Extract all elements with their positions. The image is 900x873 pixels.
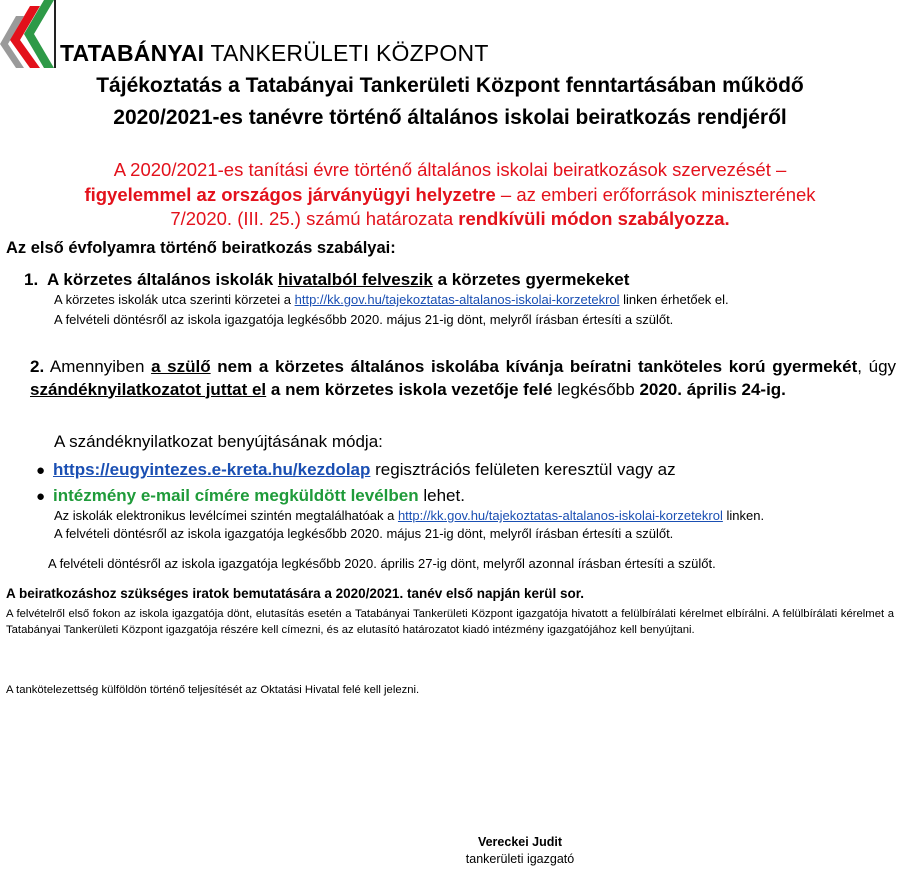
decision-deadline-note: A felvételi döntésről az iskola igazgatója legkésőbb 2020. április 27-ig dönt, melyről azonnal írásban értesíti a szülőt. — [48, 556, 716, 571]
notice-emphasis-2: rendkívüli módon szabályozza. — [458, 208, 730, 229]
bullet-kreta: ● https://eugyintezes.e-kreta.hu/kezdolap regisztrációs felületen keresztül vagy az — [36, 460, 676, 479]
bullet-email: ● intézmény e-mail címére megküldött levélben lehet. — [36, 486, 465, 505]
submission-heading: A szándéknyilatkozat benyújtásának módja: — [54, 432, 383, 451]
rule-item-2: 2. Amennyiben a szülő nem a körzetes általános iskolába kívánja beíratni tanköteles korú gyermekét, úgy szándéknyilatkozatot juttat el a nem körzetes iskola vezetője felé legkésőbb 2020. április 24-ig. — [30, 357, 897, 399]
email-addresses-link[interactable]: http://kk.gov.hu/tajekoztatas-altalanos-iskolai-korzetekrol — [397, 508, 723, 523]
title-line-1: Tájékoztatás a Tatabányai Tankerületi Központ fenntartásában működő — [96, 74, 804, 97]
abroad-note: A tankötelezettség külföldön történő teljesítését az Oktatási Hivatal felé kell jelezni. — [6, 684, 420, 696]
pandemic-notice: A 2020/2021-es tanítási évre történő általános iskolai beiratkozások szervezését – figyelemmel az országos járványügyi helyzetre – az emberi erőforrások miniszterének 7/2020. (III. 25.) számú határozata rendkívüli módon szabályozza. — [84, 159, 816, 229]
logo-chevron-icon — [0, 0, 60, 68]
notice-emphasis: figyelemmel az országos járványügyi helyzetre — [84, 183, 496, 205]
rules-heading: Az első évfolyamra történő beiratkozás szabályai: — [6, 239, 396, 257]
title-line-2: 2020/2021-es tanévre történő általános iskolai beiratkozás rendjéről — [113, 106, 787, 129]
page-title — [0, 70, 900, 134]
kreta-link[interactable]: https://eugyintezes.e-kreta.hu/kezdolap — [53, 460, 371, 479]
email-addresses-note: Az iskolák elektronikus levélcímei szintén megtalálhatóak a http://kk.gov.hu/tajekoztatas-altalanos-iskolai-korzetekrol linken. — [54, 508, 765, 523]
submission-decision-note: A felvételi döntésről az iskola igazgatója legkésőbb 2020. május 21-ig dönt, melyről írásban értesíti a szülőt. — [54, 526, 674, 541]
rule-item-1-districts: A körzetes iskolák utca szerinti körzetei a http://kk.gov.hu/tajekoztatas-altalanos-iskolai-korzetekrol linken érhetőek el. — [54, 292, 729, 307]
signatory-role: tankerületi igazgató — [465, 852, 575, 866]
organization-name: TATABÁNYAI TANKERÜLETI KÖZPONT — [60, 40, 489, 66]
rule-item-1: 1. A körzetes általános iskolák hivatalból felveszik a körzetes gyermekeket — [24, 270, 630, 289]
signatory-name: Vereckei Judit — [477, 835, 563, 849]
rule-item-1-decision: A felvételi döntésről az iskola igazgatója legkésőbb 2020. május 21-ig dönt, melyről írásban értesíti a szülőt. — [54, 312, 674, 327]
appeal-note: A felvételről első fokon az iskola igazgatója dönt, elutasítás esetén a Tatabányai Tankerületi Központ igazgatója hivatott a felülbírálati kérelmet elbírálni. A felülbírálati kérelmet a Tatabányai Tankerületi Központ igazgatója részére kell címezni, és az elutasító határozatot kiadó intézmény igazgatójához kell benyújtani. — [6, 608, 894, 636]
logo — [0, 0, 60, 68]
documents-note: A beiratkozáshoz szükséges iratok bemutatására a 2020/2021. tanév első napján kerül sor. — [6, 586, 585, 601]
districts-link[interactable]: http://kk.gov.hu/tajekoztatas-altalanos-iskolai-korzetekrol — [294, 292, 620, 307]
